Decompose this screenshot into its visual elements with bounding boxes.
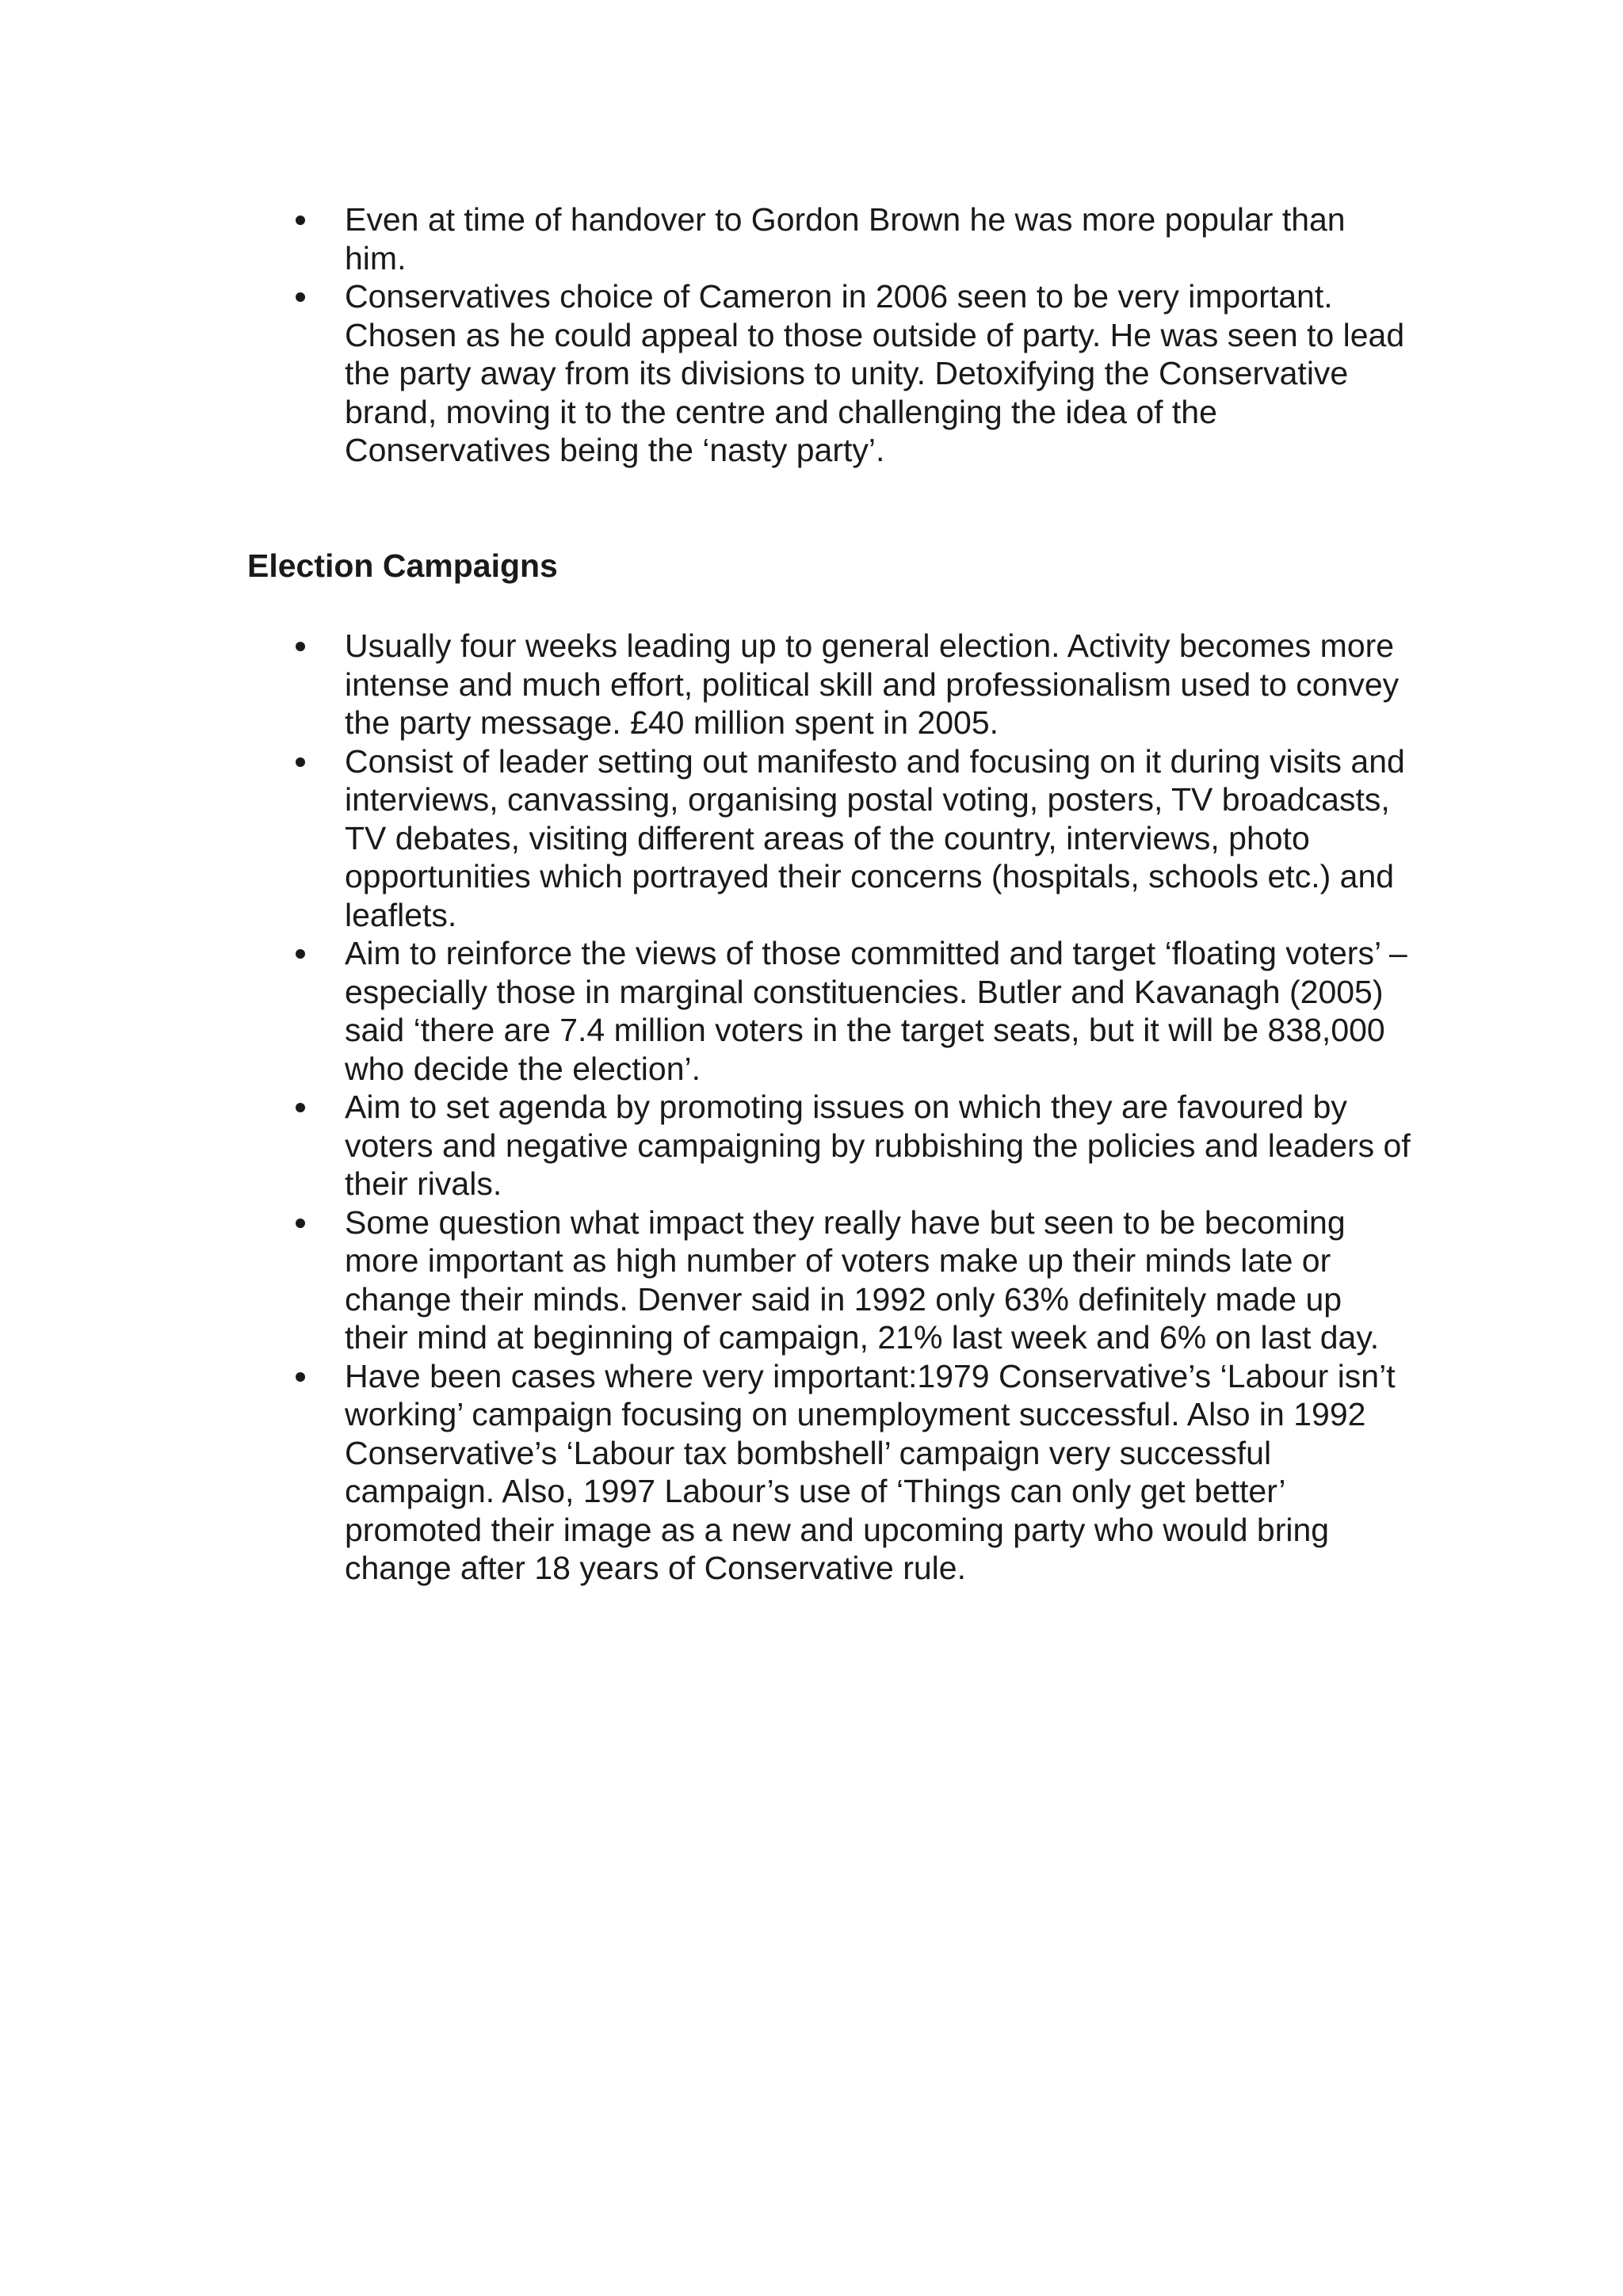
list-item xyxy=(293,627,1411,742)
top-bullet-list xyxy=(293,200,1411,470)
bullet-icon xyxy=(296,1219,305,1228)
list-item-text: Even at time of handover to Gordon Brown he was more popular than him. xyxy=(345,201,1346,277)
list-item-text: Have been cases where very important:1979 Conservative’s ‘Labour isn’t working’ campaign focusing on unemployment successful. Also in 1992 Conservative’s ‘Labour tax bombshell’ campaign very successful campaign. Also, 1997 Labour’s use of ‘Things can only get better’ promoted their image as a new and upcoming party who would bring change after 18 years of Conservative rule. xyxy=(345,1357,1396,1586)
list-item xyxy=(293,934,1411,1088)
list-item-text: Usually four weeks leading up to general election. Activity becomes more intense and much effort, political skill and professionalism used to convey the party message. £40 million spent in 2005. xyxy=(345,627,1400,741)
list-item xyxy=(293,1203,1411,1357)
section-heading: Election Campaigns xyxy=(247,547,558,584)
list-item xyxy=(293,277,1411,470)
bullet-icon xyxy=(296,292,305,302)
bullet-icon xyxy=(296,642,305,651)
list-item xyxy=(293,200,1411,277)
list-item-text: Aim to reinforce the views of those committed and target ‘floating voters’ – especially those in marginal constituencies. Butler and Kavanagh (2005) said ‘there are 7.4 million voters in the target seats, but it will be 838,000 who decide the election’. xyxy=(345,935,1407,1087)
list-item xyxy=(293,1357,1411,1588)
list-item-text: Consist of leader setting out manifesto and focusing on it during visits and interviews, canvassing, organising postal voting, posters, TV broadcasts, TV debates, visiting different areas of the country, interviews, photo opportunities which portrayed their concerns (hospitals, schools etc.) and leaflets. xyxy=(345,742,1405,933)
list-item-text: Conservatives choice of Cameron in 2006 seen to be very important. Chosen as he could appeal to those outside of party. He was seen to lead the party away from its divisions to unity. Detoxifying the Conservative brand, moving it to the centre and challenging the idea of the Conservatives being the ‘nasty party’. xyxy=(345,278,1405,468)
list-item-text: Aim to set agenda by promoting issues on which they are favoured by voters and negative campaigning by rubbishing the policies and leaders of their rivals. xyxy=(345,1089,1411,1202)
bullet-icon xyxy=(296,215,305,225)
bullet-icon xyxy=(296,1103,305,1112)
bullet-icon xyxy=(296,1372,305,1382)
list-item xyxy=(293,742,1411,935)
list-item xyxy=(293,1088,1411,1203)
campaigns-bullet-list xyxy=(293,627,1411,1588)
bullet-icon xyxy=(296,949,305,959)
list-item-text: Some question what impact they really have but seen to be becoming more important as high number of voters make up their minds late or change their minds. Denver said in 1992 only 63% definitely made up their mind at beginning of campaign, 21% last week and 6% on last day. xyxy=(345,1203,1380,1356)
bullet-icon xyxy=(296,757,305,767)
